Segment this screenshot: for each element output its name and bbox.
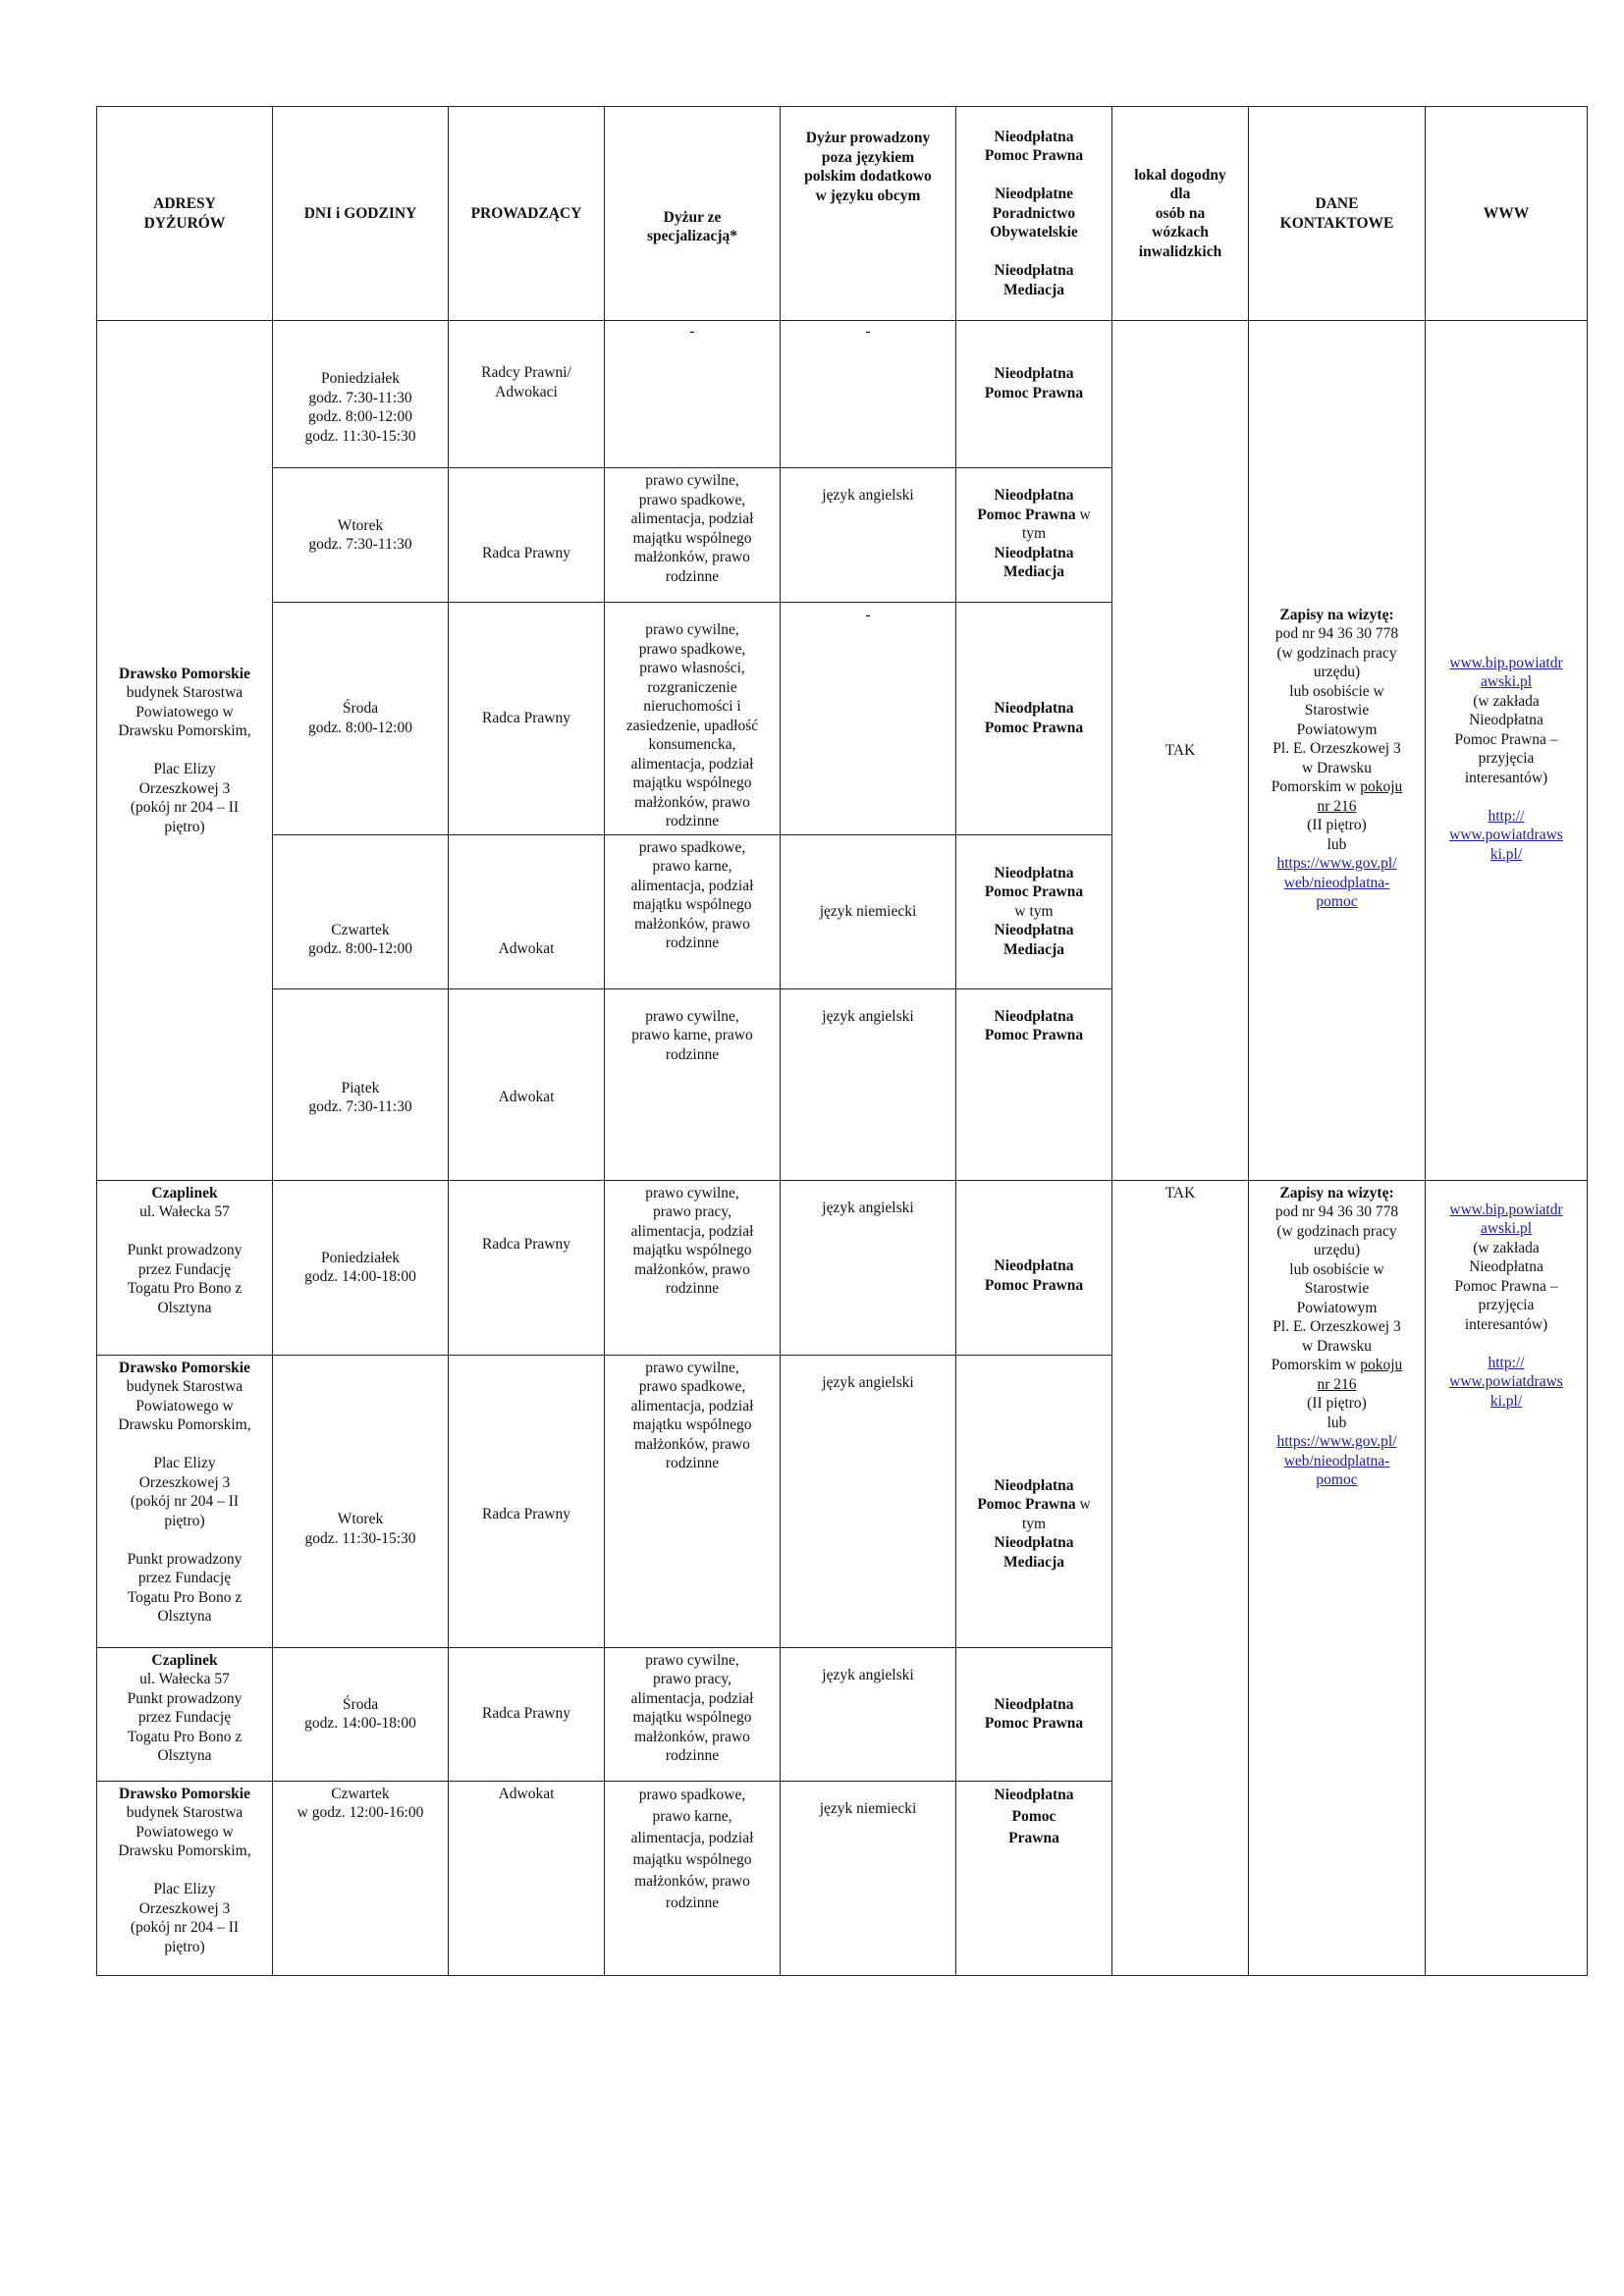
section2-lokal: TAK [1112, 1180, 1249, 1975]
type-cell [956, 834, 1112, 988]
contact-title: Zapisy na wizytę: [1279, 1184, 1394, 1201]
type-cell [956, 321, 1112, 468]
contact-text: pod nr 94 36 30 778 (w godzinach pracy urzędu) lub osobiście w Starostwie Powiatowym Pl. E. Orzeszkowej 3 w Drawsku Pomorskim w [1271, 625, 1401, 796]
address-title: Drawsko Pomorskie [119, 1785, 250, 1802]
who-cell: Adwokat [449, 834, 605, 988]
address-details: ul. Wałecka 57 Punkt prowadzony przez Fundację Togatu Pro Bono z Olsztyna [127, 1203, 243, 1316]
spec-cell: prawo cywilne, prawo spadkowe, alimentacja, podział majątku wspólnego małżonków, prawo rodzinne [605, 1355, 781, 1647]
spec-cell: prawo cywilne, prawo karne, prawo rodzinne [605, 988, 781, 1180]
type-bold: Nieodpłatna Pomoc Prawna [984, 864, 1084, 901]
type-bold: Nieodpłatna Pomoc Prawna [994, 1786, 1074, 1846]
table-row [97, 1180, 1588, 1355]
type-normal: w tym [1021, 506, 1091, 542]
address-cell [97, 1781, 273, 1975]
contact-room-number: nr 216 [1317, 797, 1357, 815]
www-note: (w zakłada Nieodpłatna Pomoc Prawna – przyjęcia interesantów) [1454, 1239, 1558, 1333]
header-dane: DANE KONTAKTOWE [1249, 107, 1426, 321]
section1-lokal: TAK [1112, 321, 1249, 1181]
type-cell [956, 1355, 1112, 1647]
header-dni: DNI i GODZINY [273, 107, 449, 321]
address-title: Drawsko Pomorskie [119, 1359, 250, 1376]
day-cell: Piątek godz. 7:30-11:30 [273, 988, 449, 1180]
spec-cell: prawo cywilne, prawo spadkowe, prawo własności, rozgraniczenie nieruchomości i zasiedzenie, upadłość konsumencka, alimentacja, podział majątku wspólnego małżonków, prawo rodzinne [605, 603, 781, 835]
type-cell [956, 468, 1112, 603]
section1-address-title: Drawsko Pomorskie [119, 665, 250, 682]
www-note: (w zakłada Nieodpłatna Pomoc Prawna – przyjęcia interesantów) [1454, 692, 1558, 786]
type-normal: w tym [1014, 902, 1054, 920]
spec-cell: prawo spadkowe, prawo karne, alimentacja, podział majątku wspólnego małżonków, prawo rodzinne [605, 1781, 781, 1975]
day-cell: Poniedziałek godz. 7:30-11:30 godz. 8:00-12:00 godz. 11:30-15:30 [273, 321, 449, 468]
header-www: WWW [1426, 107, 1588, 321]
contact-gov-link[interactable]: https://www.gov.pl/ web/nieodplatna- pomoc [1276, 1433, 1397, 1488]
who-cell: Radca Prawny [449, 1647, 605, 1781]
day-cell: Wtorek godz. 11:30-15:30 [273, 1355, 449, 1647]
spec-cell: prawo cywilne, prawo pracy, alimentacja, podział majątku wspólnego małżonków, prawo rodzinne [605, 1647, 781, 1781]
table-row [97, 321, 1588, 468]
www-powiat-link[interactable]: http:// www.powiatdraws ki.pl/ [1449, 1354, 1563, 1410]
schedule-table [96, 106, 1588, 1976]
who-cell: Adwokat [449, 1781, 605, 1975]
address-details: budynek Starostwa Powiatowego w Drawsku Pomorskim, Plac Elizy Orzeszkowej 3 (pokój nr 204 – II piętro) [118, 1804, 251, 1955]
day-cell: Poniedziałek godz. 14:00-18:00 [273, 1180, 449, 1355]
section2-contact [1249, 1180, 1426, 1975]
address-details: ul. Wałecka 57 Punkt prowadzony przez Fundację Togatu Pro Bono z Olsztyna [127, 1671, 243, 1764]
lang-cell: język niemiecki [781, 834, 956, 988]
type-bold: Nieodpłatna Pomoc Prawna [984, 365, 1084, 401]
header-adresy: ADRESY DYŻURÓW [97, 107, 273, 321]
type-cell [956, 1781, 1112, 1975]
spec-cell: prawo cywilne, prawo spadkowe, alimentacja, podział majątku wspólnego małżonków, prawo rodzinne [605, 468, 781, 603]
who-cell: Radca Prawny [449, 468, 605, 603]
header-rodzaj: Nieodpłatna Pomoc Prawna Nieodpłatne Poradnictwo Obywatelskie Nieodpłatna Mediacja [956, 107, 1112, 321]
type-bold: Nieodpłatna Pomoc Prawna [984, 1007, 1084, 1043]
contact-room-word: pokoju [1360, 1357, 1403, 1373]
who-cell: Adwokat [449, 988, 605, 1180]
contact-text: pod nr 94 36 30 778 (w godzinach pracy urzędu) lub osobiście w Starostwie Powiatowym Pl. E. Orzeszkowej 3 w Drawsku Pomorskim w [1271, 1203, 1401, 1373]
section1-www [1426, 321, 1588, 1181]
section1-address-details: budynek Starostwa Powiatowego w Drawsku Pomorskim, Plac Elizy Orzeszkowej 3 (pokój nr 204 – II piętro) [118, 684, 251, 835]
lang-cell: język angielski [781, 988, 956, 1180]
type-bold: Nieodpłatna Pomoc Prawna [984, 1257, 1084, 1294]
contact-floor: (II piętro) lub [1307, 1395, 1367, 1431]
header-prowadzacy: PROWADZĄCY [449, 107, 605, 321]
type-bold-2: Nieodpłatna Mediacja [994, 544, 1074, 580]
address-cell [97, 1647, 273, 1781]
lang-cell: język angielski [781, 468, 956, 603]
lang-cell: - [781, 603, 956, 835]
day-cell: Środa godz. 8:00-12:00 [273, 603, 449, 835]
type-cell [956, 1647, 1112, 1781]
type-bold: Nieodpłatna Pomoc Prawna [977, 1476, 1076, 1514]
lang-value: - [865, 323, 871, 340]
type-bold-2: Nieodpłatna Mediacja [994, 1534, 1074, 1571]
www-bip-link[interactable]: www.bip.powiatdr awski.pl [1449, 1201, 1563, 1237]
who-cell: Radca Prawny [449, 1355, 605, 1647]
type-cell [956, 988, 1112, 1180]
who-cell: Radcy Prawni/ Adwokaci [449, 321, 605, 468]
type-bold: Nieodpłatna Pomoc Prawna [984, 1695, 1084, 1732]
section1-contact [1249, 321, 1426, 1181]
contact-floor: (II piętro) lub [1307, 817, 1367, 853]
who-cell: Radca Prawny [449, 1180, 605, 1355]
address-title: Czaplinek [151, 1184, 218, 1201]
contact-room-word: pokoju [1360, 778, 1403, 796]
spec-cell [605, 321, 781, 468]
www-powiat-link[interactable]: http:// www.powiatdraws ki.pl/ [1449, 807, 1563, 863]
contact-room-number: nr 216 [1317, 1375, 1357, 1393]
header-specjalizacja: Dyżur ze specjalizacją* [605, 107, 781, 321]
www-bip-link[interactable]: www.bip.powiatdr awski.pl [1449, 654, 1563, 690]
type-normal: w tym [1021, 1496, 1091, 1532]
type-bold: Nieodpłatna Pomoc Prawna [977, 487, 1076, 523]
type-bold-2: Nieodpłatna Mediacja [994, 922, 1074, 958]
address-title: Czaplinek [151, 1651, 218, 1669]
day-cell: Czwartek w godz. 12:00-16:00 [273, 1781, 449, 1975]
contact-gov-link[interactable]: https://www.gov.pl/ web/nieodplatna- pomoc [1276, 855, 1397, 911]
section1-address [97, 321, 273, 1181]
header-row [97, 107, 1588, 321]
lang-cell: język angielski [781, 1647, 956, 1781]
day-cell: Czwartek godz. 8:00-12:00 [273, 834, 449, 988]
day-cell: Środa godz. 14:00-18:00 [273, 1647, 449, 1781]
spec-value: - [689, 323, 695, 340]
lang-cell: język niemiecki [781, 1781, 956, 1975]
type-cell [956, 1180, 1112, 1355]
spec-cell: prawo cywilne, prawo pracy, alimentacja, podział majątku wspólnego małżonków, prawo rodzinne [605, 1180, 781, 1355]
spec-cell: prawo spadkowe, prawo karne, alimentacja, podział majątku wspólnego małżonków, prawo rodzinne [605, 834, 781, 988]
header-jezyk: Dyżur prowadzony poza językiem polskim dodatkowo w języku obcym [781, 107, 956, 321]
address-cell [97, 1355, 273, 1647]
section2-www [1426, 1180, 1588, 1975]
day-cell: Wtorek godz. 7:30-11:30 [273, 468, 449, 603]
type-cell [956, 603, 1112, 835]
header-lokal: lokal dogodny dla osób na wózkach inwalidzkich [1112, 107, 1249, 321]
lang-cell [781, 321, 956, 468]
type-bold: Nieodpłatna Pomoc Prawna [984, 700, 1084, 736]
address-details: budynek Starostwa Powiatowego w Drawsku Pomorskim, Plac Elizy Orzeszkowej 3 (pokój nr 204 – II piętro) Punkt prowadzony przez Fundację Togatu Pro Bono z Olsztyna [118, 1378, 251, 1625]
who-cell: Radca Prawny [449, 603, 605, 835]
address-cell [97, 1180, 273, 1355]
contact-title: Zapisy na wizytę: [1279, 606, 1394, 623]
lang-cell: język angielski [781, 1355, 956, 1647]
lang-cell: język angielski [781, 1180, 956, 1355]
